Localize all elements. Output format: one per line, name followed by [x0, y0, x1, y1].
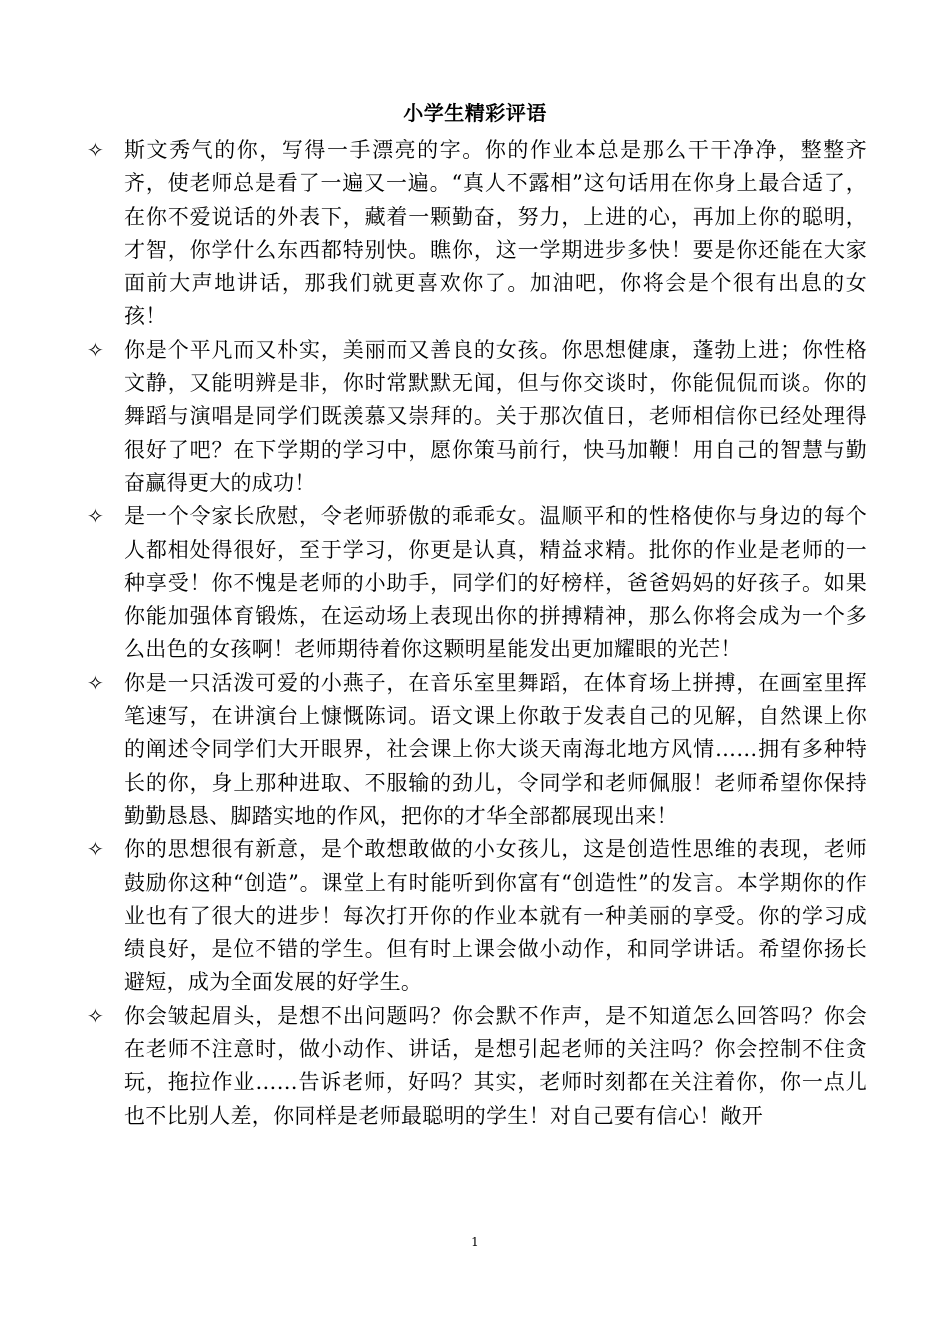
- comment-item: [87, 500, 867, 666]
- comment-list: [87, 134, 867, 1133]
- comment-item: [87, 334, 867, 500]
- four-pointed-star-icon: ✧: [87, 837, 105, 862]
- comment-text: 你是一只活泼可爱的小燕子，在音乐室里舞蹈，在体育场上拼搏，在画室里挥笔速写，在讲演台上慷慨陈词。语文课上你敢于发表自己的见解，自然课上你的阐述令同学们大开眼界，社会课上你大谈天南海北地方风情……拥有多种特长的你，身上那种进取、不服输的劲儿，令同学和老师佩服！老师希望你保持勤勤恳恳、脚踏实地的作风，把你的才华全部都展现出来！: [124, 670, 867, 828]
- four-pointed-star-icon: ✧: [87, 504, 105, 529]
- comment-text: 你是个平凡而又朴实，美丽而又善良的女孩。你思想健康，蓬勃上进；你性格文静，又能明辨是非，你时常默默无闻，但与你交谈时，你能侃侃而谈。你的舞蹈与演唱是同学们既羡慕又崇拜的。关于那次值日，老师相信你已经处理得很好了吧？在下学期的学习中，愿你策马前行，快马加鞭！用自己的智慧与勤奋赢得更大的成功！: [124, 337, 867, 495]
- document-title: 小学生精彩评语: [403, 101, 547, 125]
- page-number: 1: [471, 1235, 479, 1249]
- comment-item: [87, 134, 867, 334]
- four-pointed-star-icon: ✧: [87, 670, 105, 695]
- comment-text: 你会皱起眉头，是想不出问题吗？你会默不作声，是不知道怎么回答吗？你会在老师不注意时，做小动作、讲话，是想引起老师的关注吗？你会控制不住贪玩，拖拉作业……告诉老师，好吗？其实，老师时刻都在关注着你，你一点儿也不比别人差，你同样是老师最聪明的学生！对自己要有信心！敞开: [124, 1003, 867, 1128]
- four-pointed-star-icon: ✧: [87, 138, 105, 162]
- four-pointed-star-icon: ✧: [87, 1003, 105, 1028]
- four-pointed-star-icon: ✧: [87, 337, 105, 362]
- comment-text: 你的思想很有新意，是个敢想敢做的小女孩儿，这是创造性思维的表现，老师鼓励你这种“创造”。课堂上有时能听到你富有“创造性”的发言。本学期你的作业也有了很大的进步！每次打开你的作业本就有一种美丽的享受。你的学习成绩良好，是位不错的学生。但有时上课会做小动作，和同学讲话。希望你扬长避短，成为全面发展的好学生。: [124, 837, 867, 995]
- comment-item: [87, 667, 867, 833]
- comment-text: 斯文秀气的你，写得一手漂亮的字。你的作业本总是那么干干净净，整整齐齐，使老师总是看了一遍又一遍。“真人不露相”这句话用在你身上最合适了，在你不爱说话的外表下，藏着一颗勤奋，努力，上进的心，再加上你的聪明，才智，你学什么东西都特别快。瞧你，这一学期进步多快！要是你还能在大家面前大声地讲话，那我们就更喜欢你了。加油吧，你将会是个很有出息的女孩！: [124, 138, 867, 329]
- comment-item: [87, 1000, 867, 1133]
- comment-text: 是一个令家长欣慰，令老师骄傲的乖乖女。温顺平和的性格使你与身边的每个人都相处得很好，至于学习，你更是认真，精益求精。批你的作业是老师的一种享受！你不愧是老师的小助手，同学们的好榜样，爸爸妈妈的好孩子。如果你能加强体育锻炼，在运动场上表现出你的拼搏精神，那么你将会成为一个多么出色的女孩啊！老师期待着你这颗明星能发出更加耀眼的光芒！: [124, 504, 867, 662]
- comment-item: [87, 833, 867, 999]
